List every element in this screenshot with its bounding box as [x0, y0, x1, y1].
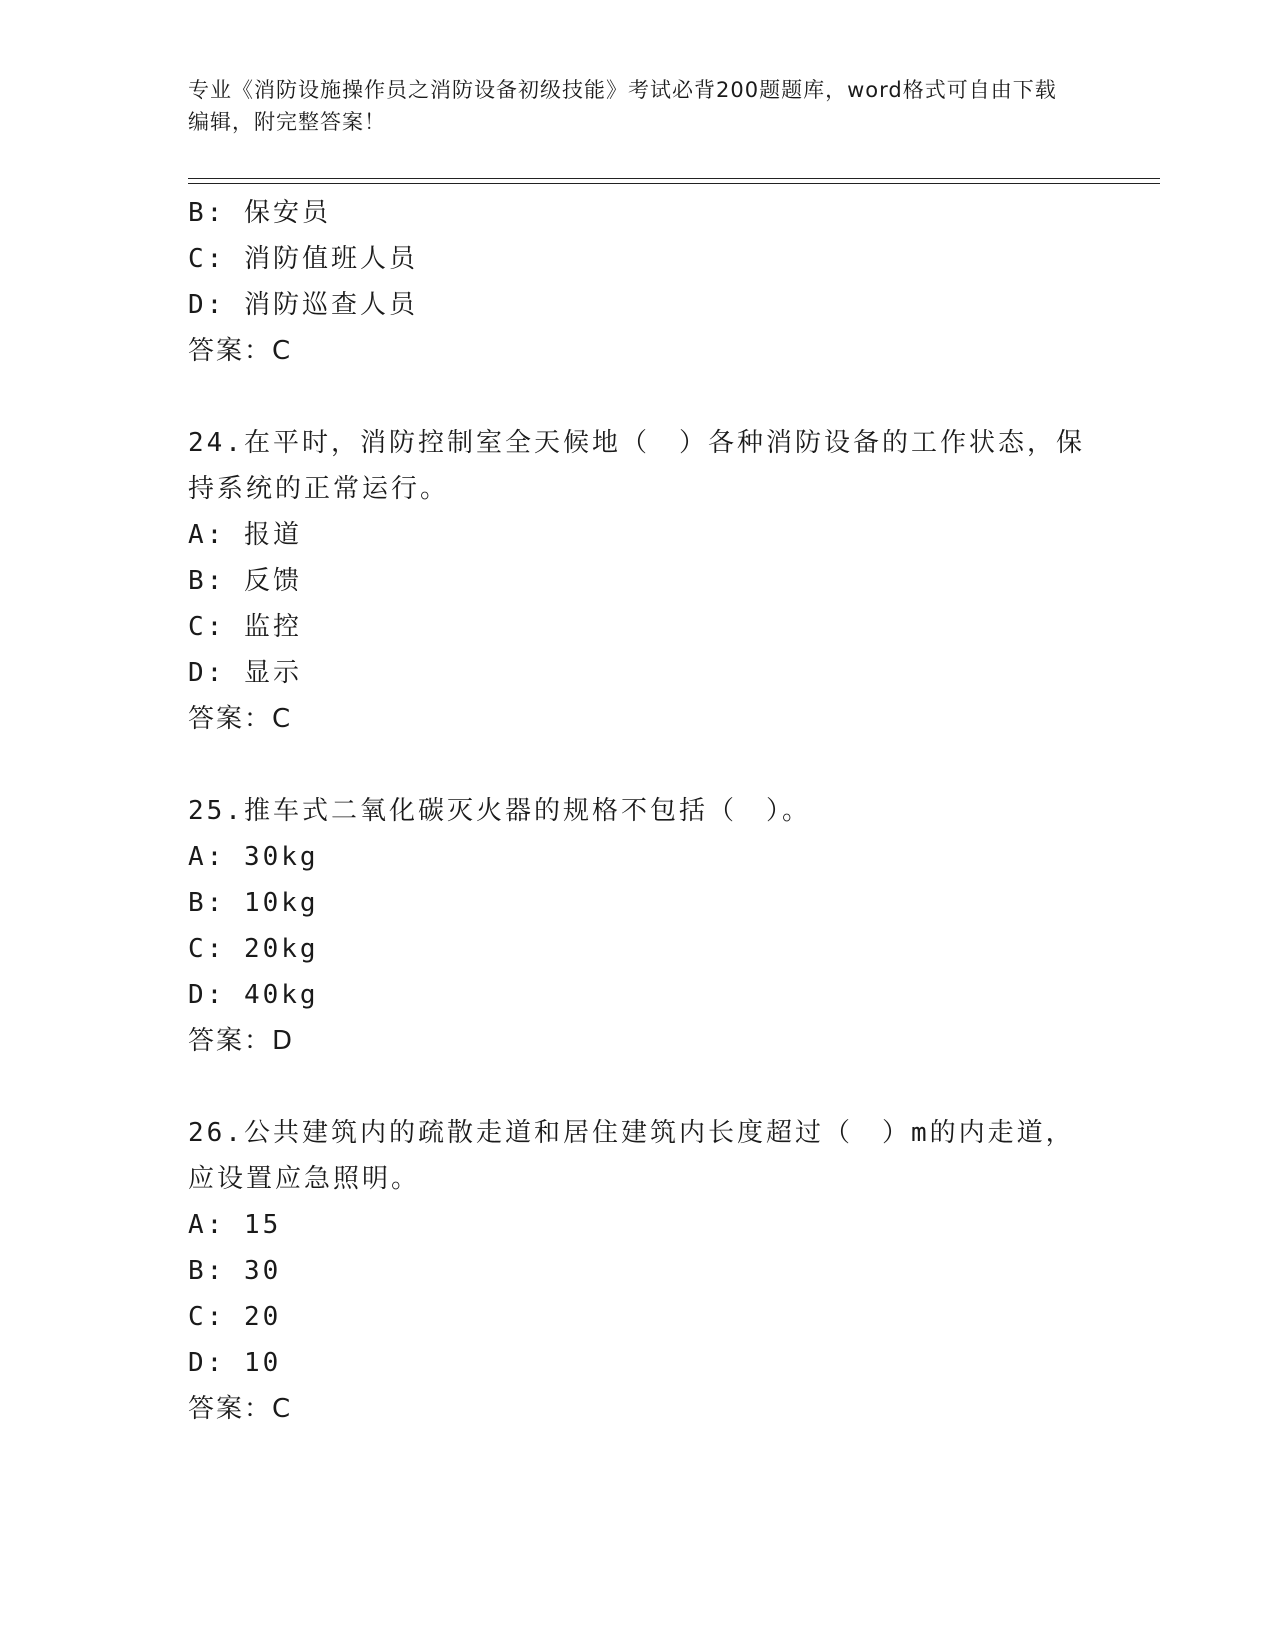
option-d: D: 10 [188, 1348, 282, 1378]
question-stem: 26.公共建筑内的疏散走道和居住建筑内长度超过（ ）m的内走道，应设置应急照明。 [188, 1118, 1075, 1194]
answer: 答案：C [188, 704, 293, 734]
question-26 [188, 1110, 1088, 1432]
option-c: C: 消防值班人员 [188, 244, 418, 274]
question-24 [188, 420, 1088, 742]
option-a: A: 15 [188, 1210, 282, 1240]
document-header: 专业《消防设施操作员之消防设备初级技能》考试必背200题题库，word格式可自由下载编辑，附完整答案！ [188, 78, 1057, 134]
option-d: D: 显示 [188, 658, 302, 688]
answer: 答案：C [188, 1394, 293, 1424]
answer: 答案：C [188, 336, 293, 366]
question-stem: 25.推车式二氧化碳灭火器的规格不包括（ ）。 [188, 796, 811, 826]
option-c: C: 监控 [188, 612, 302, 642]
option-c: C: 20 [188, 1302, 282, 1332]
option-b: B: 10kg [188, 888, 319, 918]
question-list [188, 190, 1088, 1432]
option-b: B: 反馈 [188, 566, 302, 596]
question-25 [188, 788, 1088, 1064]
header-divider-top [188, 178, 1160, 179]
partial-question [188, 190, 1088, 374]
option-d: D: 40kg [188, 980, 319, 1010]
option-b: B: 30 [188, 1256, 282, 1286]
option-c: C: 20kg [188, 934, 319, 964]
header-divider-bottom [188, 183, 1160, 184]
question-stem: 24.在平时，消防控制室全天候地（ ）各种消防设备的工作状态，保持系统的正常运行。 [188, 428, 1085, 504]
option-a: A: 报道 [188, 520, 302, 550]
option-b: B: 保安员 [188, 198, 331, 228]
option-d: D: 消防巡查人员 [188, 290, 418, 320]
option-a: A: 30kg [188, 842, 319, 872]
answer: 答案：D [188, 1026, 295, 1056]
